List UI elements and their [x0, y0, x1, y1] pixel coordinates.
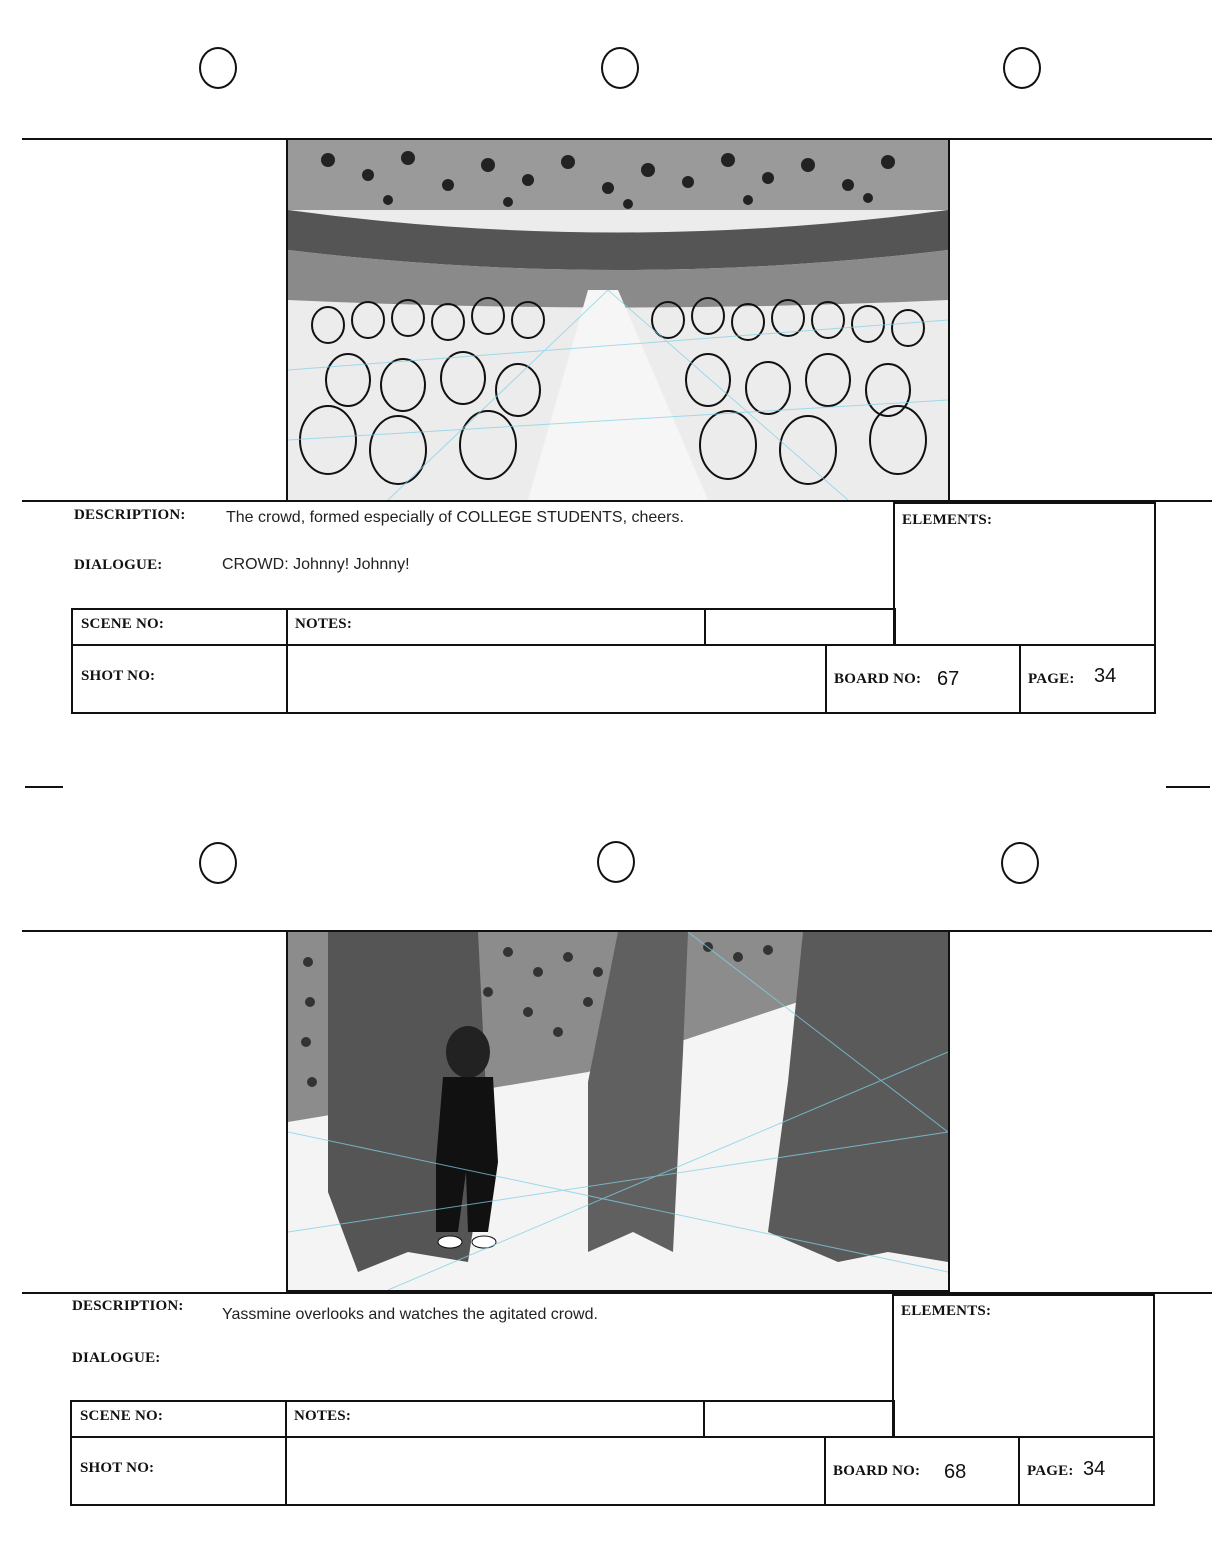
page-value: 34: [1083, 1458, 1106, 1480]
notes-label: NOTES:: [294, 1408, 352, 1424]
dialogue-label: DIALOGUE:: [72, 1350, 161, 1366]
sketch-panel-2: [286, 930, 950, 1292]
shot-no-label: SHOT NO:: [80, 1460, 155, 1476]
elements-label: ELEMENTS:: [902, 512, 993, 528]
board-no-value: 67: [937, 668, 960, 690]
divider: [704, 608, 706, 646]
binder-hole-icon: [601, 47, 639, 89]
divider: [1018, 1436, 1020, 1506]
binder-hole-icon: [199, 47, 237, 89]
description-label: DESCRIPTION:: [72, 1298, 184, 1314]
binder-hole-icon: [597, 841, 635, 883]
divider: [825, 644, 827, 714]
notes-label: NOTES:: [295, 616, 353, 632]
divider: [824, 1436, 826, 1506]
divider: [1019, 644, 1021, 714]
description-text: The crowd, formed especially of COLLEGE STUDENTS, cheers.: [226, 509, 684, 526]
board-no-value: 68: [944, 1461, 967, 1483]
cut-mark: [25, 786, 63, 788]
scene-notes-row: [70, 1400, 895, 1438]
shot-row: [71, 644, 1156, 714]
crowd-cheering-sketch: [288, 140, 948, 500]
shot-row: [70, 1436, 1155, 1506]
divider: [703, 1400, 705, 1438]
binder-hole-icon: [1003, 47, 1041, 89]
scene-no-label: SCENE NO:: [80, 1408, 164, 1424]
backstage-curtains-sketch: [288, 932, 948, 1290]
scene-notes-row: [71, 608, 896, 646]
board-no-label: BOARD NO:: [834, 671, 922, 687]
scene-no-label: SCENE NO:: [81, 616, 165, 632]
dialogue-label: DIALOGUE:: [74, 557, 163, 573]
description-text: Yassmine overlooks and watches the agitated crowd.: [222, 1306, 598, 1323]
elements-label: ELEMENTS:: [901, 1303, 992, 1319]
page-value: 34: [1094, 665, 1117, 687]
sketch-panel-1: [286, 138, 950, 502]
page-label: PAGE:: [1027, 1463, 1074, 1479]
page-label: PAGE:: [1028, 671, 1075, 687]
shot-no-label: SHOT NO:: [81, 668, 156, 684]
cut-mark: [1166, 786, 1210, 788]
dialogue-text: CROWD: Johnny! Johnny!: [222, 556, 410, 573]
divider: [948, 138, 950, 502]
board-no-label: BOARD NO:: [833, 1463, 921, 1479]
binder-hole-icon: [199, 842, 237, 884]
divider: [948, 930, 950, 1292]
binder-hole-icon: [1001, 842, 1039, 884]
description-label: DESCRIPTION:: [74, 507, 186, 523]
